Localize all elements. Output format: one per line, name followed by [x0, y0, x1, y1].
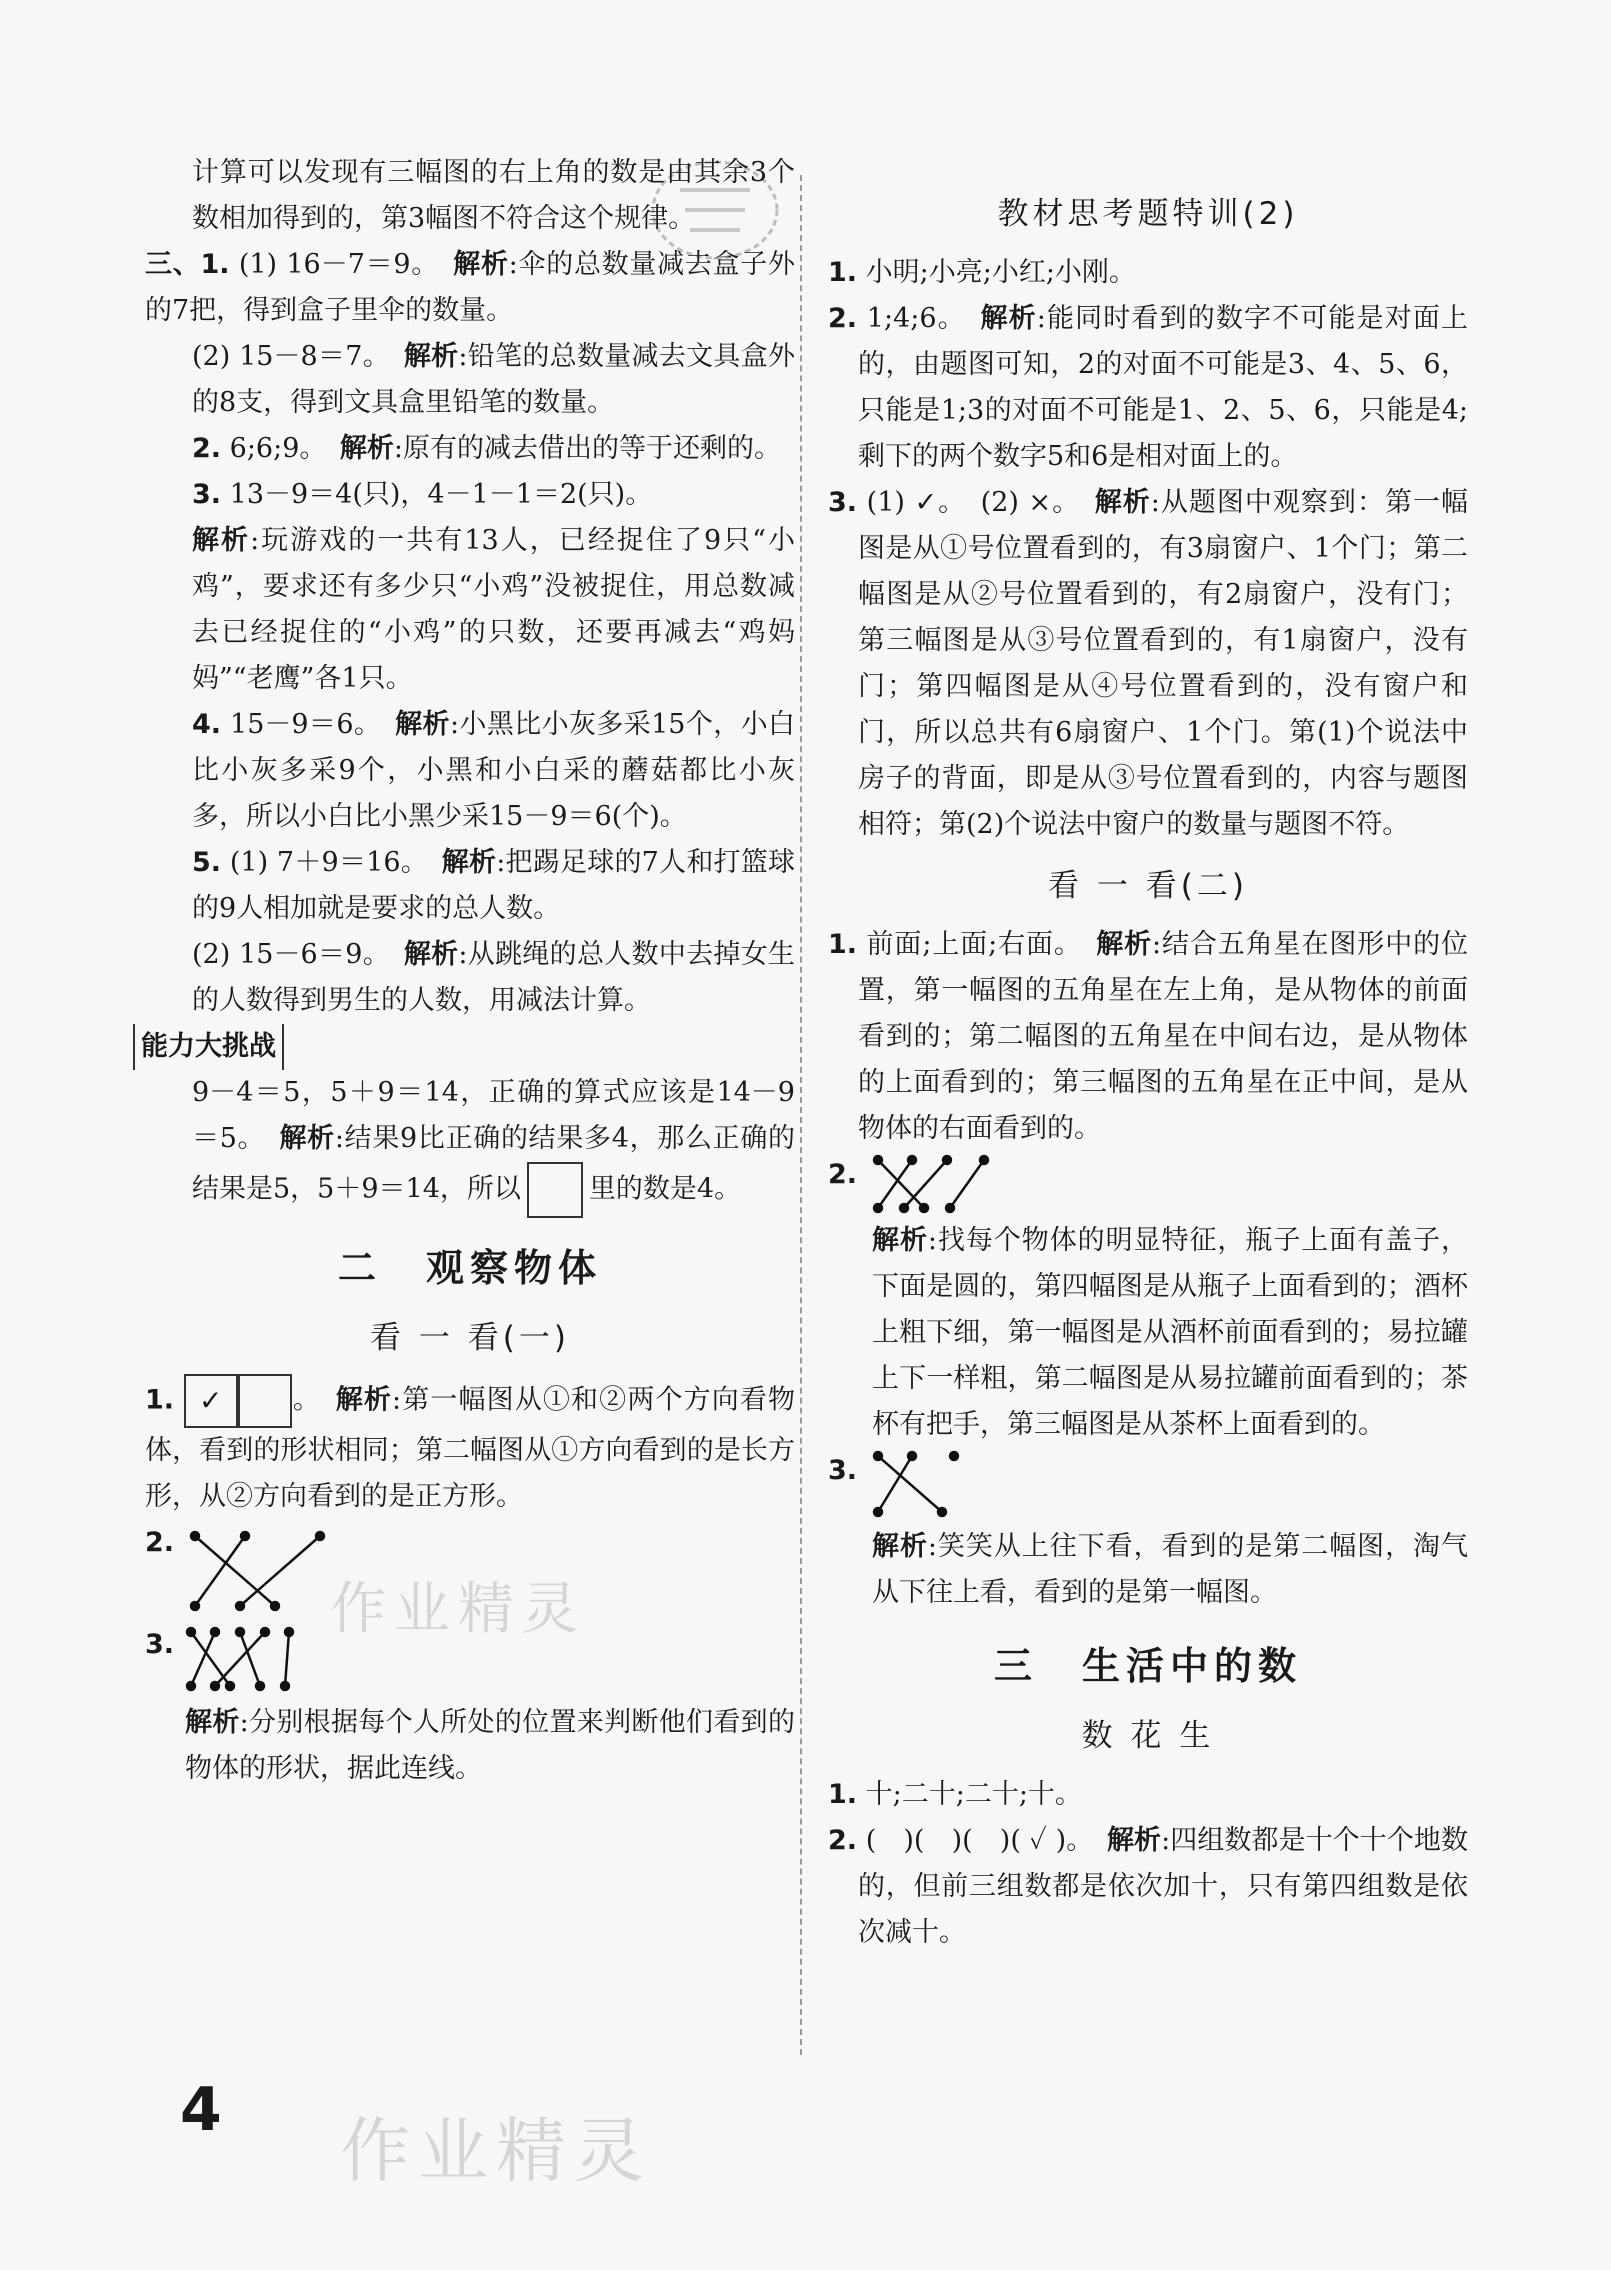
- question-number: 1.: [828, 257, 858, 288]
- unit-2-title: 二 观察物体: [337, 1246, 602, 1290]
- lesson-title-2: 看 一 看(二): [1048, 868, 1248, 904]
- section-3-q2: [145, 426, 795, 472]
- analysis-label: 解析: [453, 249, 509, 280]
- matching-lines-q2-icon: [185, 1526, 335, 1616]
- column-divider: [800, 175, 802, 2055]
- analysis-text: :小黑比小灰多采15个，小白比小灰多采9个，小黑和小白采的蘑菇都比小灰多，所以小白比小黑少采15－9＝6(个)。: [192, 709, 796, 832]
- challenge-answer: [145, 1070, 795, 1218]
- section-3-q3: [145, 472, 795, 518]
- answer: 前面;上面;右面。: [866, 929, 1069, 960]
- analysis-label: 解析: [441, 847, 497, 878]
- section-3-q5a: [145, 840, 795, 932]
- question-number: 3.: [828, 487, 858, 518]
- training-q3: [828, 480, 1468, 848]
- matching-lines-q3-icon: [185, 1624, 295, 1694]
- analysis-text: :结合五角星在图形中的位置，第一幅图的五角星在左上角，是从物体的前面看到的；第二幅图的五角星在中间右边，是从物体的上面看到的；第三幅图的五角星在正中间，是从物体的右面看到的。: [858, 929, 1468, 1144]
- analysis-text: :铅笔的总数量减去文具盒外的8支，得到文具盒里铅笔的数量。: [192, 341, 796, 418]
- analysis-text: :玩游戏的一共有13人，已经捉住了9只“小鸡”，要求还有多少只“小鸡”没被捉住，用总数减去已经捉住的“小鸡”的只数，还要再减去“鸡妈妈”“老鹰”各1只。: [192, 525, 796, 694]
- lesson2-q2-analysis: [828, 1218, 1468, 1448]
- question-number: 2.: [828, 1159, 858, 1190]
- analysis-text: :笑笑从上往下看，看到的是第二幅图，淘气从下往上看，看到的是第一幅图。: [872, 1531, 1468, 1608]
- continued-explanation: 计算可以发现有三幅图的右上角的数是由其余3个数相加得到的，第3幅图不符合这个规律。: [192, 157, 795, 234]
- question-number: 1.: [145, 1384, 175, 1416]
- answer: ( )( )( )( ✓ )。: [865, 1825, 1080, 1856]
- answer: 1;4;6。: [866, 303, 953, 334]
- matching-lines-q2b-icon: [872, 1154, 992, 1214]
- footer-watermark: 作业精灵: [340, 2110, 652, 2192]
- answer-box: [527, 1162, 583, 1218]
- analysis-text: :分别根据每个人所处的位置来判断他们看到的物体的形状，据此连线。: [185, 1707, 796, 1784]
- analysis-label: 解析: [403, 939, 459, 970]
- answer: 13－9＝4(只)，4－1－1＝2(只)。: [229, 479, 653, 510]
- question-number: 2.: [192, 433, 222, 464]
- analysis-label: 解析: [395, 709, 450, 740]
- answer: (1) 16－7＝9。: [238, 249, 426, 280]
- analysis-text: :伞的总数量减去盒子外的7把，得到盒子里伞的数量。: [145, 249, 796, 326]
- lesson3-q1: [828, 1772, 1468, 1818]
- question-number: 2.: [828, 303, 858, 334]
- analysis-text: :从跳绳的总人数中去掉女生的人数得到男生的人数，用减法计算。: [192, 939, 796, 1016]
- unit-3-title: 三 生活中的数: [993, 1644, 1302, 1688]
- analysis-text: :能同时看到的数字不可能是对面上的，由题图可知，2的对面不可能是3、4、5、6，只能是1;3的对面不可能是1、2、5、6，只能是4;剩下的两个数字5和6是相对面上的。: [858, 303, 1468, 472]
- challenge-tag: 能力大挑战: [133, 1024, 284, 1070]
- analysis-label: 解析: [1106, 1825, 1162, 1856]
- center-watermark: 作业精灵: [330, 1577, 586, 1642]
- analysis-label: 解析: [335, 1384, 392, 1416]
- analysis-label: 解析: [339, 433, 394, 464]
- lesson2-q3-analysis: [828, 1524, 1468, 1616]
- special-training-title: 教材思考题特训(2): [997, 196, 1299, 232]
- question-number: 1.: [828, 929, 858, 960]
- lesson-title-3: 数 花 生: [1081, 1718, 1215, 1754]
- analysis-text: :从题图中观察到：第一幅图是从①号位置看到的，有3扇窗户、1个门；第二幅图是从②号位置看到的，有2扇窗户，没有门；第三幅图是从③号位置看到的，有1扇窗户，没有门；第四幅图是从④号位置看到的，没有窗户和门，所以总共有6扇窗户、1个门。第(1)个说法中房子的背面，即是从③号位置看到的，内容与题图相符；第(2)个说法中窗户的数量与题图不符。: [858, 487, 1468, 840]
- question-number: 2.: [828, 1825, 858, 1856]
- analysis-label: 解析: [403, 341, 459, 372]
- challenge-heading: [141, 1024, 795, 1070]
- lesson-title: 看 一 看(一): [370, 1320, 570, 1356]
- lesson-q3-analysis: [145, 1700, 795, 1792]
- analysis-label: 解析: [1096, 929, 1153, 960]
- analysis-label: 解析: [1094, 487, 1151, 518]
- answer: (1) ✓。 (2) ×。: [866, 487, 1067, 518]
- matching-lines-q3b-icon: [872, 1450, 962, 1520]
- period: 。: [291, 1384, 308, 1416]
- analysis-label: 解析: [872, 1225, 928, 1256]
- lesson3-q2: [828, 1818, 1468, 1956]
- training-q1: [828, 250, 1468, 296]
- question-number: 3.: [192, 479, 222, 510]
- training-q2: [828, 296, 1468, 480]
- question-number: 4.: [192, 709, 222, 740]
- section-3-q5b: [145, 932, 795, 1024]
- analysis-text: :四组数都是十个十个地数的，但前三组数都是依次加十，只有第四组数是依次减十。: [858, 1825, 1468, 1948]
- analysis-text-end: 里的数是4。: [588, 1173, 742, 1205]
- analysis-label: 解析: [192, 525, 251, 556]
- analysis-text: :原有的减去借出的等于还剩的。: [393, 433, 781, 464]
- page-number: 4: [180, 2075, 222, 2145]
- section-3-q1a: [145, 242, 795, 334]
- analysis-text: :结果9比正确的结果多4，那么正确的结果是5，5＋9＝14，所以: [192, 1123, 796, 1205]
- analysis-text: :第一幅图从①和②两个方向看物体，看到的形状相同；第二幅图从①方向看到的是长方形，从②方向看到的是正方形。: [145, 1384, 796, 1512]
- analysis-label: 解析: [980, 303, 1037, 334]
- lesson2-q1: [828, 922, 1468, 1152]
- analysis-label: 解析: [279, 1123, 335, 1154]
- analysis-text: :找每个物体的明显特征，瓶子上面有盖子，下面是圆的，第四幅图是从瓶子上面看到的；酒杯上粗下细，第一幅图是从酒杯前面看到的；易拉罐上下一样粗，第二幅图是从易拉罐前面看到的；茶杯有把手，第三幅图是从茶杯上面看到的。: [872, 1225, 1468, 1440]
- section-3-q4: [145, 702, 795, 840]
- question-number: 1.: [200, 249, 230, 280]
- right-column: [828, 150, 1468, 1956]
- question-number: 3.: [145, 1629, 175, 1660]
- answer: 9－4＝5，5＋9＝14，正确的算式应该是14－9＝5。: [192, 1077, 795, 1154]
- analysis-label: 解析: [185, 1707, 240, 1738]
- question-number: 5.: [192, 847, 222, 878]
- answer: 6;6;9。: [229, 433, 313, 464]
- lesson-q1: [145, 1374, 795, 1520]
- answer: (2) 15－8＝7。: [192, 341, 377, 372]
- answer: 15－9＝6。: [230, 709, 368, 740]
- empty-box: [238, 1374, 292, 1428]
- left-column: [141, 150, 796, 1792]
- question-number: 2.: [145, 1527, 175, 1558]
- checked-box: ✓: [184, 1374, 238, 1428]
- question-number: 3.: [828, 1455, 858, 1486]
- section-label: 三、: [145, 249, 201, 280]
- answer: (2) 15－6＝9。: [192, 939, 377, 970]
- analysis-label: 解析: [872, 1531, 928, 1562]
- section-3-q1b: [145, 334, 795, 426]
- question-number: 1.: [828, 1779, 858, 1810]
- answer: (1) 7＋9＝16。: [229, 847, 415, 878]
- answer: 小明;小亮;小红;小刚。: [865, 257, 1136, 288]
- answer: 十;二十;二十;十。: [865, 1779, 1082, 1810]
- analysis-text: :把踢足球的7人和打篮球的9人相加就是要求的总人数。: [192, 847, 796, 924]
- section-3-q3-analysis: [145, 518, 795, 702]
